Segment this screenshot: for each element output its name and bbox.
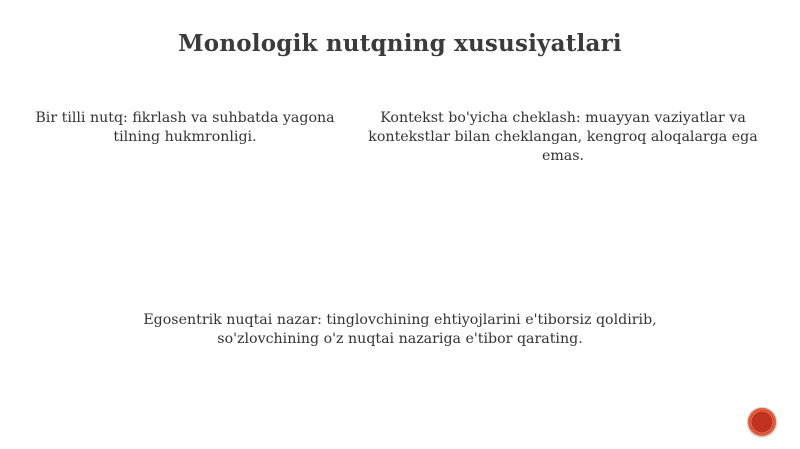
point-monolingual: Bir tilli nutq: fikrlash va suhbatda yagona tilning hukmronligi. <box>35 110 335 145</box>
next-slide-button[interactable] <box>748 408 776 436</box>
slide-title: Monologik nutqning xususiyatlari <box>178 30 622 57</box>
point-egocentric-view: Egosentrik nuqtai nazar: tinglovchining ehtiyojlarini e'tiborsiz qoldirib, so'zlovchining o'z nuqtai nazariga e'tibor qarating. <box>143 312 657 347</box>
point-context-limitation: Kontekst bo'yicha cheklash: muayyan vaziyatlar va kontekstlar bilan cheklangan, kengroq aloqalarga ega emas. <box>368 110 758 164</box>
nav-circle-icon <box>748 408 776 436</box>
